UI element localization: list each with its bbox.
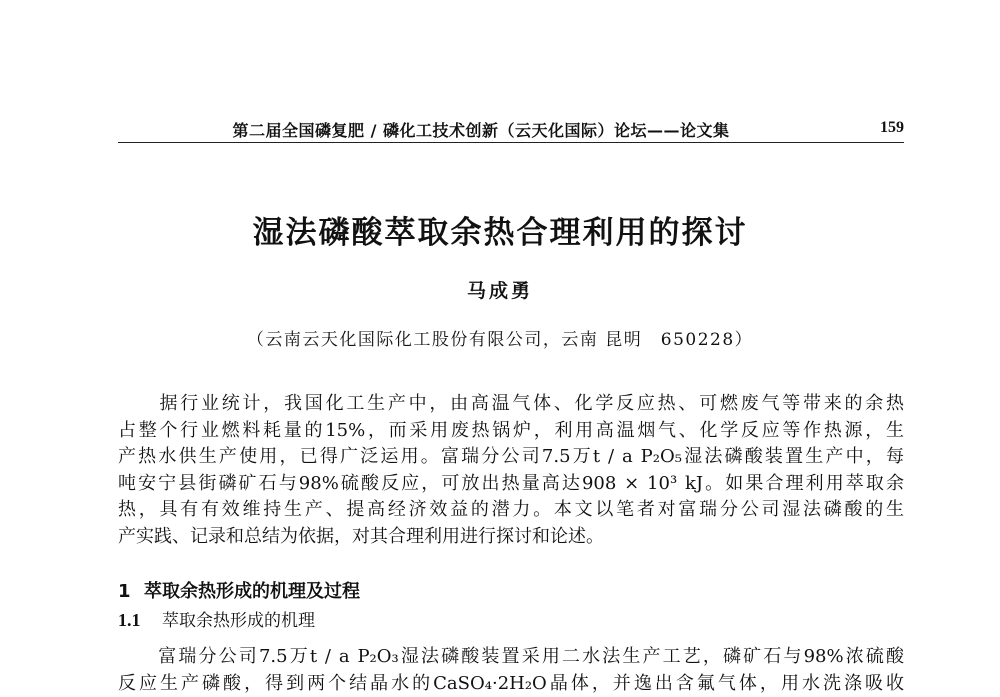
author: 马成勇	[0, 276, 1000, 303]
text-line: 占整个行业燃料耗量的15%，而采用废热锅炉，利用高温烟气、化学反应等作热源，生	[118, 418, 904, 445]
running-title: 第二届全国磷复肥 / 磷化工技术创新（云天化国际）论坛——论文集	[118, 118, 844, 141]
subsection-title: 萃取余热形成的机理	[162, 611, 315, 631]
body-paragraph	[118, 644, 904, 697]
affiliation: （云南云天化国际化工股份有限公司，云南 昆明 650228）	[0, 325, 1000, 350]
subsection-number: 1.1	[118, 610, 162, 631]
text-line: 产实践、记录和总结为依据，对其合理利用进行探讨和论述。	[118, 524, 904, 551]
paper-title: 湿法磷酸萃取余热合理利用的探讨	[0, 207, 1000, 252]
section-title: 萃取余热形成的机理及过程	[144, 581, 360, 602]
subsection-heading	[118, 606, 315, 631]
section-heading	[118, 577, 360, 603]
text-line: 热，具有有效维持生产、提高经济效益的潜力。本文以笔者对富瑞分公司湿法磷酸的生	[118, 497, 904, 524]
page-number: 159	[880, 119, 904, 137]
text-line: 据行业统计，我国化工生产中，由高温气体、化学反应热、可燃废气等带来的余热	[118, 391, 904, 418]
running-head	[118, 116, 904, 142]
text-line: 富瑞分公司7.5万t / a P₂O₃湿法磷酸装置采用二水法生产工艺，磷矿石与98%浓硫酸	[118, 644, 904, 671]
section-number: 1	[118, 581, 144, 602]
header-rule	[118, 142, 904, 143]
text-line: 产热水供生产使用，已得广泛运用。富瑞分公司7.5万t / a P₂O₅湿法磷酸装置生产中，每	[118, 444, 904, 471]
intro-paragraph	[118, 391, 904, 550]
text-line: 反应生产磷酸，得到两个结晶水的CaSO₄·2H₂O晶体，并逸出含氟气体，用水洗涤吸收	[118, 671, 904, 697]
text-line: 吨安宁县街磷矿石与98%硫酸反应，可放出热量高达908 × 10³ kJ。如果合理利用萃取余	[118, 471, 904, 498]
